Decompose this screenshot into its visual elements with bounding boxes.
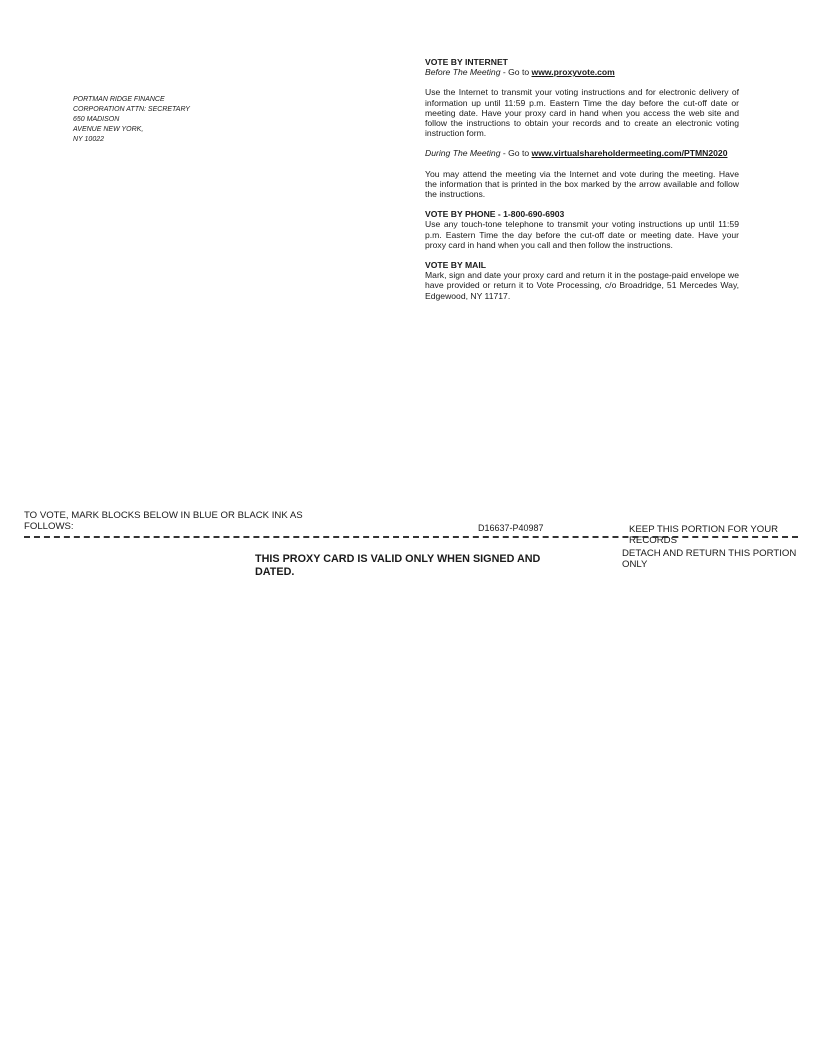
proxyvote-link[interactable]: www.proxyvote.com bbox=[531, 67, 615, 78]
phone-heading: VOTE BY PHONE - 1-800-690-6903 bbox=[425, 209, 565, 220]
phone-body: Use any touch-tone telephone to transmit your voting instructions up until 11:59 p.m. Eastern Time the day before the cut-off date or meeting date. Have your proxy card in hand when you call and then follow the instructions. bbox=[425, 219, 739, 250]
mail-heading: VOTE BY MAIL bbox=[425, 260, 486, 271]
before-meeting-label: Before The Meeting bbox=[425, 67, 501, 78]
during-meeting-line bbox=[425, 148, 739, 158]
internet-body: Use the Internet to transmit your voting instructions and for electronic delivery of information up until 11:59 p.m. Eastern Time the day before the cut-off date or meeting date. Have your proxy card in hand when you access the web site and follow the instructions to obtain your records and to create an electronic voting instruction form. bbox=[425, 87, 739, 139]
mark-instructions: TO VOTE, MARK BLOCKS BELOW IN BLUE OR BLACK INK AS FOLLOWS: bbox=[24, 510, 303, 532]
address-line: AVENUE NEW YORK, bbox=[73, 126, 144, 133]
address-line: CORPORATION ATTN: SECRETARY bbox=[73, 106, 190, 113]
during-meeting-body: You may attend the meeting via the Internet and vote during the meeting. Have the information that is printed in the box marked by the arrow available and follow the instructions. bbox=[425, 168, 739, 200]
mailing-address bbox=[73, 95, 223, 145]
go-to-text: - Go to bbox=[500, 67, 532, 78]
keep-portion-label: KEEP THIS PORTION FOR YOUR RECORDS bbox=[629, 524, 779, 546]
address-line: 650 MADISON bbox=[73, 116, 120, 123]
address-line: NY 10022 bbox=[73, 136, 105, 143]
virtual-meeting-link[interactable]: www.virtualshareholdermeeting.com/PTMN2020 bbox=[531, 148, 728, 159]
voting-instructions bbox=[425, 57, 739, 301]
go-to-text: - Go to bbox=[500, 148, 532, 159]
before-meeting-line bbox=[425, 67, 739, 77]
validity-notice: THIS PROXY CARD IS VALID ONLY WHEN SIGNED AND DATED. bbox=[255, 553, 541, 578]
control-code: D16637-P40987 bbox=[478, 523, 544, 533]
address-line: PORTMAN RIDGE FINANCE bbox=[73, 96, 165, 103]
during-meeting-label: During The Meeting bbox=[425, 148, 501, 159]
detach-portion-label: DETACH AND RETURN THIS PORTION ONLY bbox=[622, 548, 797, 570]
mail-body: Mark, sign and date your proxy card and return it in the postage-paid envelope we have provided or return it to Vote Processing, c/o Broadridge, 51 Mercedes Way, Edgewood, NY 11717. bbox=[425, 270, 739, 301]
internet-heading: VOTE BY INTERNET bbox=[425, 57, 508, 67]
detach-line bbox=[24, 536, 798, 538]
